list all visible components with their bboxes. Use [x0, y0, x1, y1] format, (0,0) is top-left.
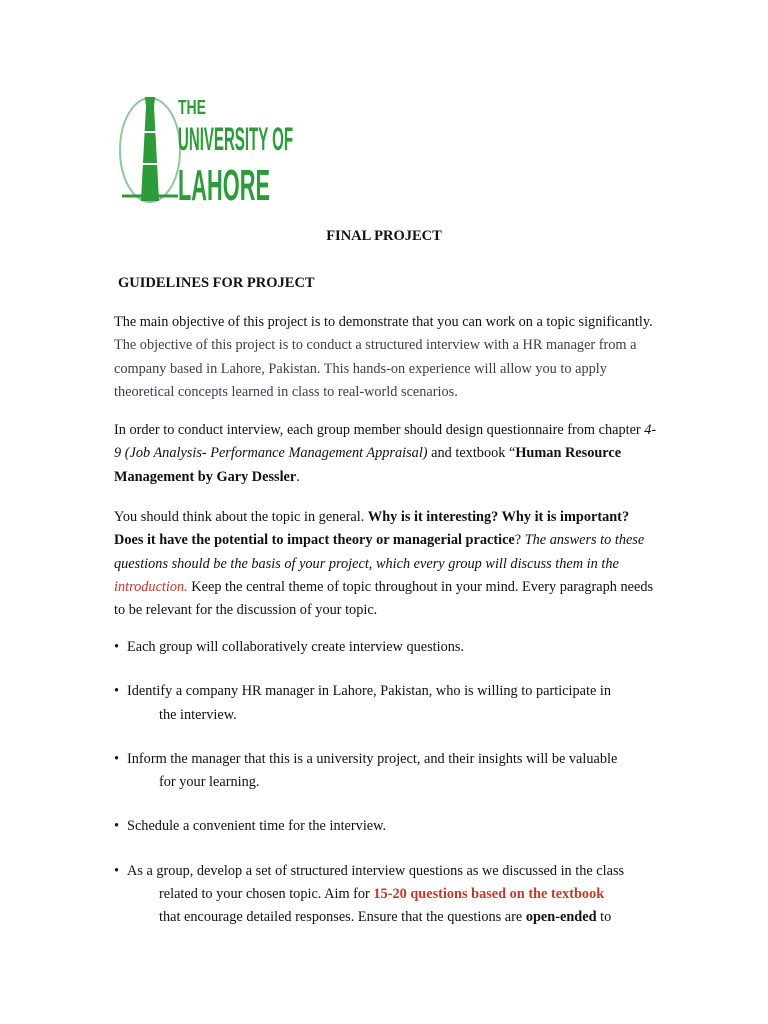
minar-emblem [120, 98, 180, 202]
university-logo [116, 92, 296, 214]
topic-theme: Keep the central theme of topic throughout in your mind. Every paragraph needs to be relevant for the discussion of your topic. [114, 578, 654, 619]
list-item-text: Identify a company HR manager in Lahore, Pakistan, who is willing to participate in [127, 683, 611, 700]
topic-answers: The answers to these questions should be the basis of your project, which every group will discuss them in the [114, 532, 645, 572]
list-item-continuation [127, 883, 674, 906]
bullet-icon: • [114, 818, 120, 835]
chapter-range: 4- 9 (Job Analysis- Performance Management Appraisal) [114, 422, 657, 462]
list-item-continuation: the interview. [159, 706, 237, 723]
list-item-text: Inform the manager that this is a university project, and their insights will be valuable [127, 750, 618, 767]
bullet-icon: • [114, 862, 120, 879]
list-item [114, 860, 674, 930]
trailing-text: to [596, 909, 612, 926]
questions-lead: related to your chosen topic. Aim for [159, 886, 374, 903]
list-item-continuation: for your learning. [159, 774, 260, 791]
list-item-continuation [127, 906, 674, 929]
bullet-icon: • [114, 639, 120, 655]
logo-line-university: UNIVERSITY OF [178, 121, 293, 157]
list-item [114, 636, 674, 659]
question-count-highlight: 15-20 questions based on the textbook [373, 886, 605, 903]
objective-sentence: The main objective of this project is to demonstrate that you can work on a topic significantly. [114, 314, 653, 330]
period: . [296, 468, 300, 485]
bullet-icon: • [114, 750, 120, 767]
paragraph-topic [114, 506, 659, 622]
list-item [114, 680, 674, 727]
logo-line-lahore: LAHORE [178, 161, 270, 210]
logo-line-the: THE [178, 97, 206, 119]
introduction-highlight: introduction. [114, 578, 188, 595]
instruction-list [114, 636, 674, 930]
paragraph-questionnaire [114, 419, 659, 489]
topic-intro: You should think about the topic in general. [114, 509, 368, 525]
university-logo-graphic [116, 92, 296, 214]
document-title: FINAL PROJECT [326, 228, 442, 244]
textbook-lead: and textbook “ [427, 445, 516, 462]
list-item [114, 815, 674, 838]
list-item-text: Each group will collaboratively create interview questions. [127, 639, 465, 655]
open-ended-lead: that encourage detailed responses. Ensure that the questions are [159, 909, 526, 926]
topic-questions: Why is it interesting? Why it is important? Does it have the potential to impact theory or managerial practice [114, 509, 630, 549]
list-item-text: Schedule a convenient time for the interview. [127, 818, 387, 835]
section-heading: GUIDELINES FOR PROJECT [118, 275, 315, 291]
open-ended-emphasis: open-ended [525, 909, 597, 926]
bullet-icon: • [114, 683, 120, 700]
textbook-title: Human Resource Management by Gary Dessler [114, 445, 622, 485]
list-item-text: As a group, develop a set of structured interview questions as we discussed in the class [127, 862, 625, 879]
objective-details: The objective of this project is to conduct a structured interview with a HR manager from a company based in Lahore, Pakistan. This hands-on experience will allow you to apply theoretical concepts learned in class to real-world scenarios. [114, 337, 637, 400]
question-mark: ? [514, 532, 525, 549]
questionnaire-text: In order to conduct interview, each group member should design questionnaire from chapter [114, 422, 645, 438]
paragraph-objective [114, 311, 659, 404]
list-item [114, 748, 674, 795]
